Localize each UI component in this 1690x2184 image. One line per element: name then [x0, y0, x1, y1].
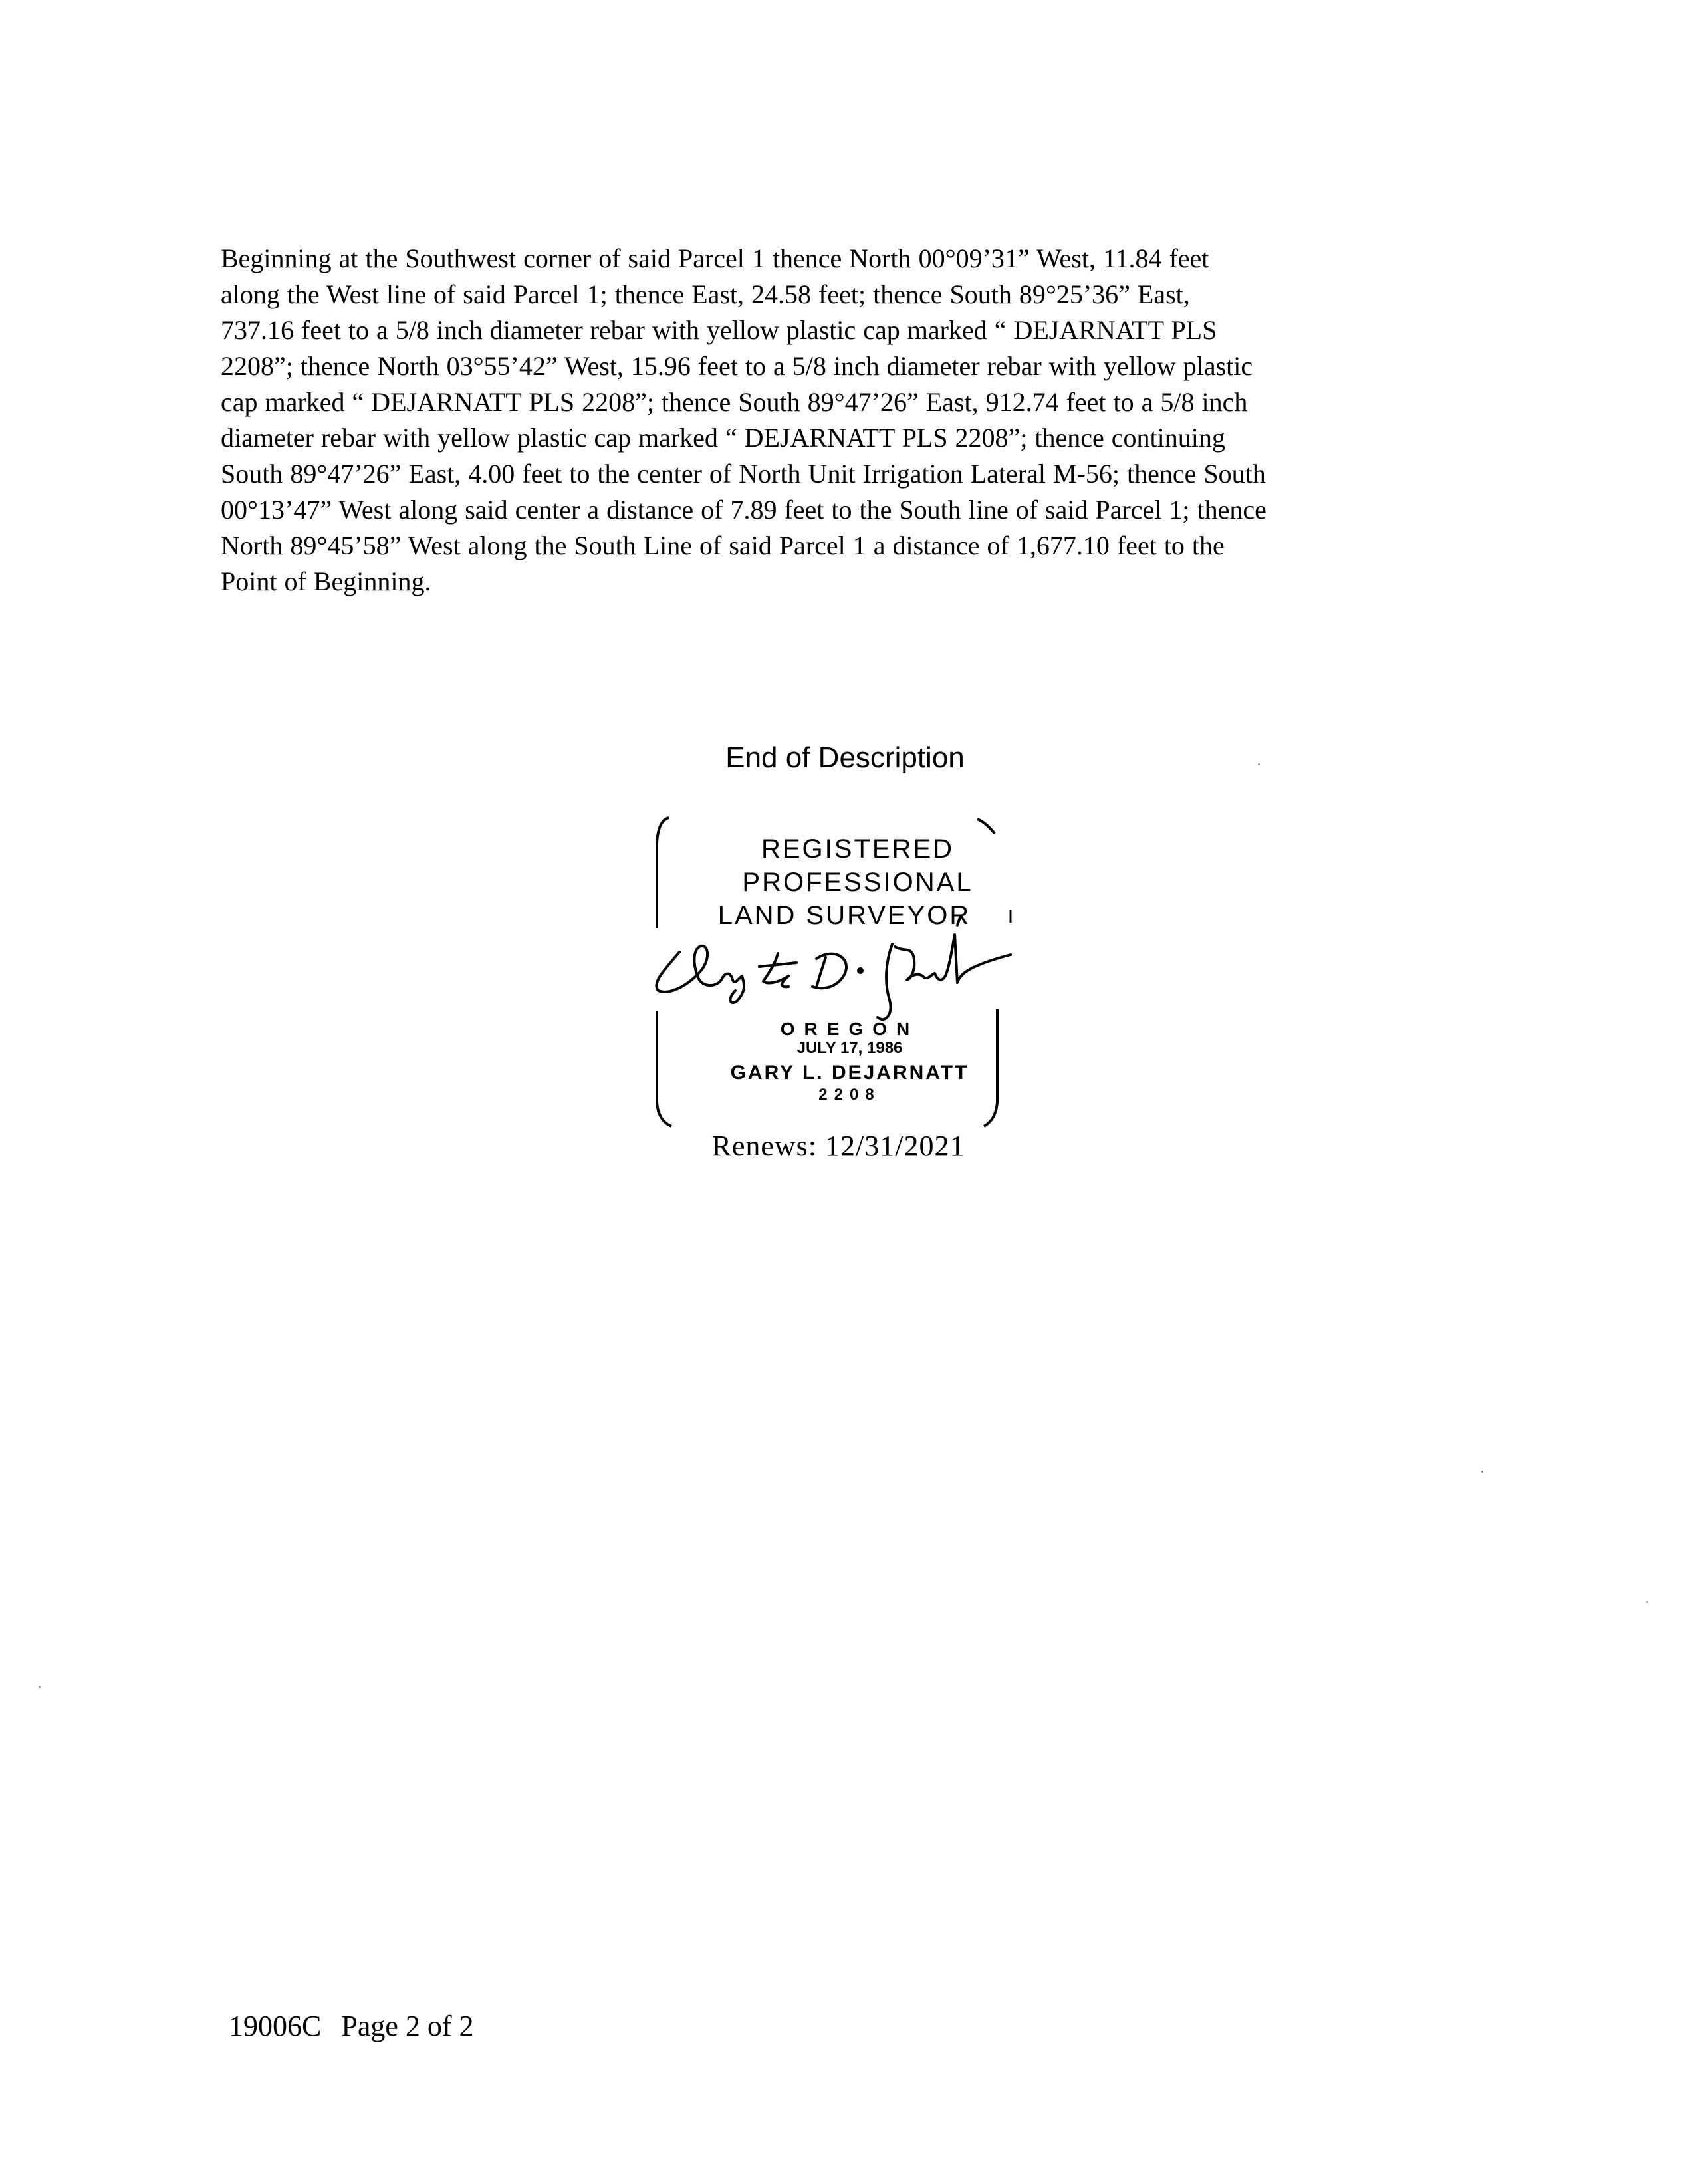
- renewal-date: Renews: 12/31/2021: [711, 1130, 965, 1162]
- stamp-registered: REGISTERED: [761, 834, 955, 864]
- scan-speck: [1646, 1601, 1648, 1603]
- surveyor-stamp: [638, 816, 1077, 1129]
- description-line: 737.16 feet to a 5/8 inch diameter rebar with yellow plastic cap marked “ DEJARNATT PLS: [221, 315, 1217, 345]
- scan-speck: [1481, 1471, 1483, 1473]
- description-line: Point of Beginning.: [221, 566, 431, 596]
- description-line: 2208”; thence North 03°55’42” West, 15.96 feet to a 5/8 inch diameter rebar with yellow plastic: [221, 351, 1253, 381]
- scan-speck: [1258, 763, 1260, 765]
- stamp-surveyor-name: GARY L. DEJARNATT: [730, 1062, 969, 1084]
- description-line: 00°13’47” West along said center a distance of 7.89 feet to the South line of said Parcel 1; thence: [221, 495, 1267, 525]
- signature-mark: [656, 917, 1011, 1019]
- page-footer: [229, 2008, 474, 2045]
- stamp-state: OREGON: [780, 1019, 919, 1039]
- description-line: Beginning at the Southwest corner of said Parcel 1 thence North 00°09’31” West, 11.84 feet: [221, 243, 1209, 273]
- stamp-date: JULY 17, 1986: [796, 1039, 903, 1057]
- description-line: cap marked “ DEJARNATT PLS 2208”; thence South 89°47’26” East, 912.74 feet to a 5/8 inch: [221, 387, 1248, 417]
- end-of-description: End of Description: [725, 741, 965, 774]
- stamp-license-number: 2208: [818, 1086, 881, 1104]
- scan-speck: [39, 1686, 41, 1688]
- stamp-professional: PROFESSIONAL: [742, 868, 973, 897]
- description-line: along the West line of said Parcel 1; thence East, 24.58 feet; thence South 89°25’36” East,: [221, 279, 1190, 309]
- renewal-date-line: [0, 1128, 1690, 1165]
- description-line: South 89°47’26” East, 4.00 feet to the center of North Unit Irrigation Lateral M-56; thence South: [221, 459, 1266, 489]
- description-line: North 89°45’58” West along the South Line of said Parcel 1 a distance of 1,677.10 feet to the: [221, 531, 1225, 560]
- legal-description: [221, 241, 1471, 600]
- document-id: 19006C: [229, 2010, 322, 2042]
- stamp-land-surveyor: LAND SURVEYOR: [717, 901, 971, 930]
- page-number: Page 2 of 2: [341, 2010, 474, 2042]
- description-line: diameter rebar with yellow plastic cap marked “ DEJARNATT PLS 2208”; thence continuing: [221, 423, 1225, 453]
